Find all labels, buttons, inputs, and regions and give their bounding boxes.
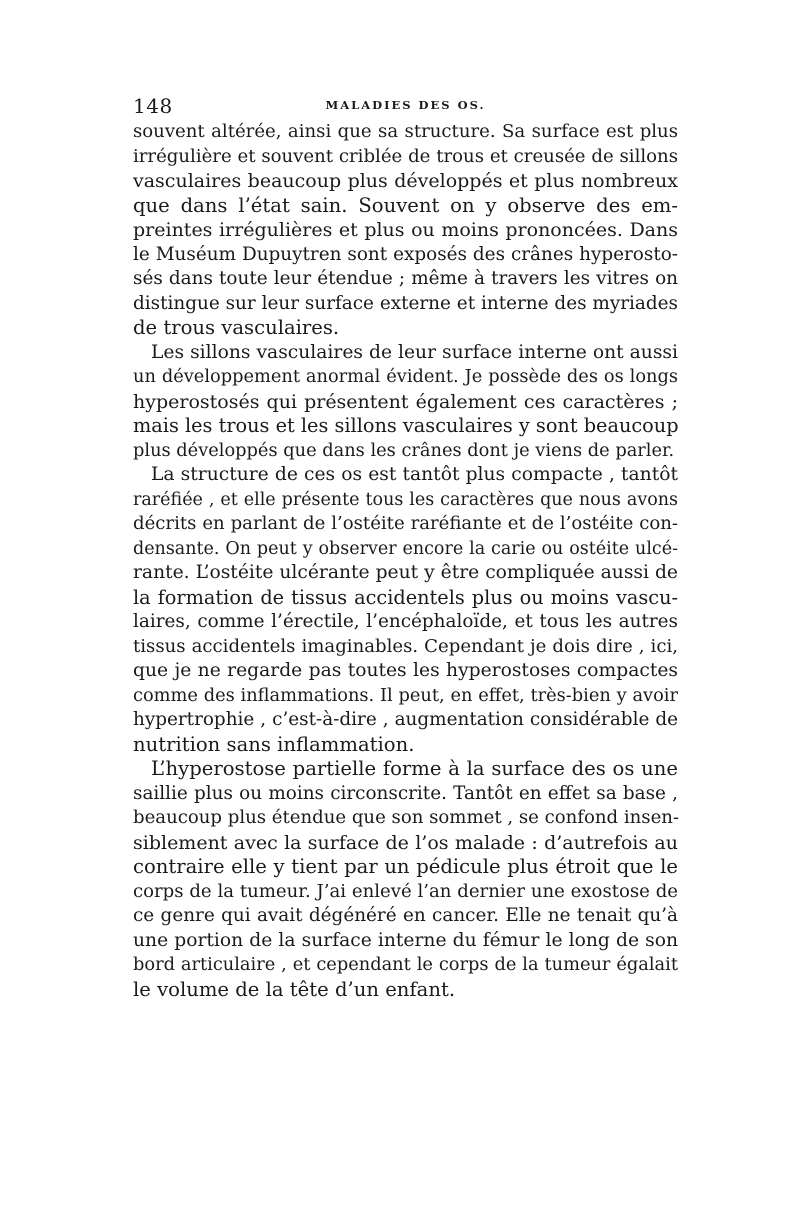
text-line: décrits en parlant de l’ostéite raréfiante et de l’ostéite con- (133, 513, 678, 534)
text-line: hypertrophie , c’est-à-dire , augmentation considérable de (133, 709, 678, 730)
paragraph-end-line: de trous vasculaires. (133, 316, 340, 339)
paragraph-first-line: La structure de ces os est tantôt plus compacte , tantôt (151, 464, 678, 485)
paragraph-end-line: nutrition sans inflammation. (133, 732, 415, 756)
text-line: sés dans toute leur étendue ; même à travers les vitres on (133, 268, 678, 289)
paragraph-first-line: L’hyperostose partielle forme à la surface des os une (151, 757, 678, 780)
text-line: corps de la tumeur. J’ai enlevé l’an dernier une exostose de (133, 880, 678, 902)
text-line: mais les trous et les sillons vasculaires y sont beaucoup (133, 414, 679, 437)
text-line: contraire elle y tient par un pédicule plus étroit que le (133, 855, 678, 878)
text-line: un développement anormal évident. Je possède des os longs (133, 366, 678, 387)
text-line: hyperostosés qui présentent également ces caractères ; (133, 390, 678, 413)
paragraph-end-line: le volume de la tête d’un enfant. (133, 977, 456, 1001)
text-line: raréfiée , et elle présente tous les caractères que nous avons (133, 489, 678, 510)
body-text (133, 120, 678, 1002)
text-line: ce genre qui avait dégénéré en cancer. Elle ne tenait qu’à (133, 905, 678, 926)
text-line: la formation de tissus accidentels plus ou moins vascu- (133, 585, 678, 609)
text-line: rante. L’ostéite ulcérante peut y être compliquée aussi de (133, 562, 678, 583)
page-number: 148 (133, 94, 173, 118)
paragraph-end-line: plus développés que dans les crânes dont je viens de parler. (133, 439, 675, 461)
text-line: saillie plus ou moins circonscrite. Tantôt en effet sa base , (133, 782, 678, 804)
page-header (133, 94, 678, 120)
text-line: une portion de la surface interne du fémur le long de son (133, 929, 678, 951)
text-line: le Muséum Dupuytren sont exposés des crânes hyperosto- (133, 243, 678, 265)
text-line: laires, comme l’érectile, l’encéphaloïde, et tous les autres (133, 611, 678, 632)
text-line: souvent altérée, ainsi que sa structure. Sa surface est plus (133, 121, 678, 142)
text-line: vasculaires beaucoup plus développés et plus nombreux (133, 170, 678, 192)
text-line: que je ne regarde pas toutes les hyperostoses compactes (133, 660, 678, 681)
text-line: distingue sur leur surface externe et interne des myriades (133, 292, 678, 314)
text-line: comme des inflammations. Il peut, en effet, très-bien y avoir (133, 684, 678, 706)
text-line: beaucoup plus étendue que son sommet , se confond insen- (133, 807, 680, 828)
text-line: que dans l’état sain. Souvent on y observe des em- (133, 193, 678, 217)
text-line: bord articulaire , et cependant le corps de la tumeur égalait (133, 954, 678, 975)
text-line: irrégulière et souvent criblée de trous et creusée de sillons (133, 145, 678, 167)
paragraph-first-line: Les sillons vasculaires de leur surface interne ont aussi (151, 341, 678, 363)
text-line: densante. On peut y observer encore la carie ou ostéite ulcé- (133, 538, 678, 559)
text-line: siblement avec la surface de l’os malade : d’autrefois au (133, 831, 678, 854)
text-line: preintes irrégulières et plus ou moins prononcées. Dans (133, 219, 678, 241)
running-head: MALADIES DES OS. (325, 98, 486, 112)
text-line: tissus accidentels imaginables. Cependant je dois dire , ici, (133, 635, 678, 657)
